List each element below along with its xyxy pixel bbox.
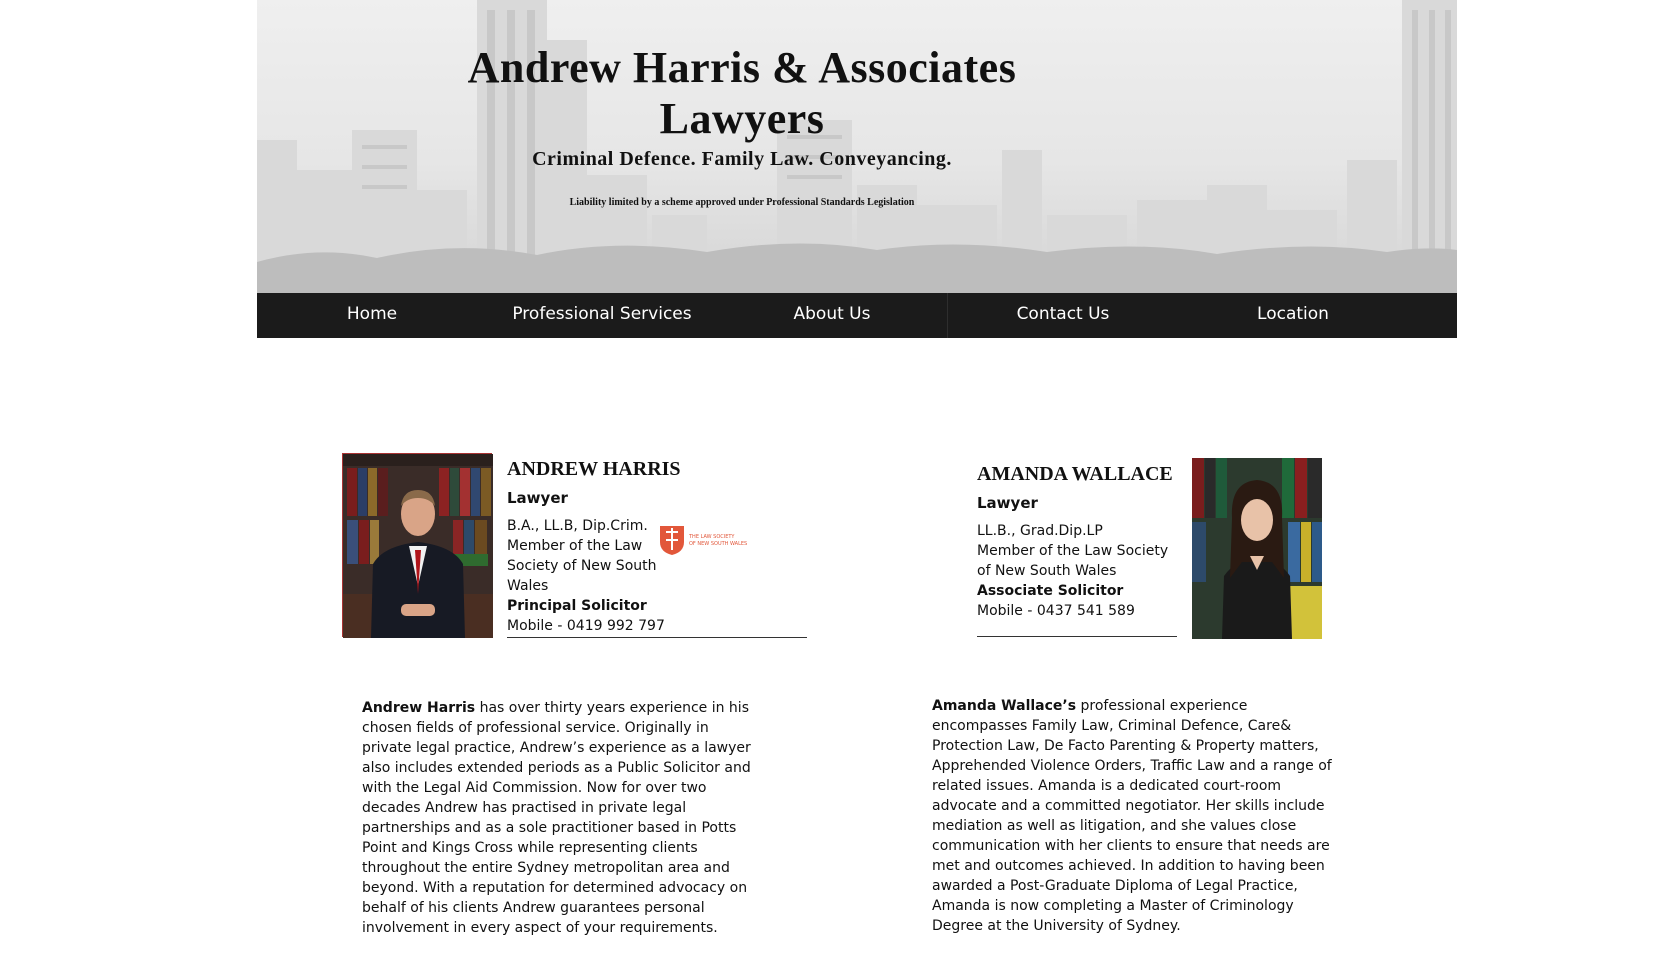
andrew-harris-photo <box>342 453 492 637</box>
andrew-harris-mobile[interactable]: Mobile - 0419 992 797 <box>507 618 665 634</box>
amanda-wallace-card <box>977 461 1177 637</box>
site-header <box>257 0 1457 293</box>
nav-home[interactable]: Home <box>346 304 398 324</box>
firm-title <box>417 42 1067 144</box>
law-society-logo-line2: OF NEW SOUTH WALES <box>689 541 748 547</box>
amanda-wallace-name: AMANDA WALLACE <box>977 463 1173 485</box>
amanda-wallace-bio-text: professional experience encompasses Family Law, Criminal Defence, Care& Protection Law, De Facto Parenting & Property matters, Apprehended Violence Orders, Traffic Law and a range of related issues. Amanda is a dedicated court-room advocate and a committed negotiator. Her skills include mediation as well as litigation, and she values close communication with her clients to ensure that needs are met and outcomes achieved. In addition to having been awarded a Post-Graduate Diploma of Legal Practice, Amanda is now completing a Master of Criminology Degree at the University of Sydney. <box>932 698 1332 934</box>
nav-contact-us[interactable]: Contact Us <box>1016 304 1110 324</box>
andrew-harris-bio <box>362 698 762 938</box>
andrew-harris-membership: Member of the Law Society of New South Wales <box>507 538 657 594</box>
amanda-wallace-bio <box>932 696 1337 936</box>
firm-tagline: Criminal Defence. Family Law. Conveyancing. <box>532 148 952 170</box>
andrew-harris-role: Lawyer <box>507 489 568 507</box>
amanda-wallace-qualifications: LL.B., Grad.Dip.LP <box>977 523 1103 539</box>
amanda-wallace-membership: Member of the Law Society of New South Wales <box>977 543 1169 579</box>
nav-location[interactable]: Location <box>1257 304 1329 324</box>
amanda-wallace-role: Lawyer <box>977 494 1038 512</box>
andrew-harris-card <box>507 456 807 638</box>
amanda-wallace-photo <box>1192 458 1322 639</box>
nav-about-us[interactable]: About Us <box>717 293 948 338</box>
nav-professional-services[interactable]: Professional Services <box>512 304 692 324</box>
amanda-wallace-mobile[interactable]: Mobile - 0437 541 589 <box>977 603 1135 619</box>
firm-title-line1: Andrew Harris & Associates <box>467 43 1017 92</box>
andrew-harris-qualifications: B.A., LL.B, Dip.Crim. <box>507 518 648 534</box>
andrew-harris-bio-text: has over thirty years experience in his chosen fields of professional service. Originally in private legal practice, Andrew’s experience as a lawyer also includes extended periods as a Public Solicitor and with the Legal Aid Commission. Now for over two decades Andrew has practised in private legal partnerships and as a sole practitioner based in Potts Point and Kings Cross while representing clients throughout the entire Sydney metropolitan area and beyond. With a reputation for determined advocacy on behalf of his clients Andrew guarantees personal involvement in every aspect of your requirements. <box>362 700 751 936</box>
amanda-wallace-position: Associate Solicitor <box>977 583 1124 599</box>
andrew-harris-name: ANDREW HARRIS <box>507 458 681 480</box>
law-society-logo <box>658 524 748 556</box>
main-nav <box>257 293 1457 338</box>
law-society-logo-line1: THE LAW SOCIETY <box>689 534 735 540</box>
andrew-harris-bio-lead: Andrew Harris <box>362 700 476 716</box>
liability-notice: Liability limited by a scheme approved under Professional Standards Legislation <box>569 197 915 208</box>
andrew-harris-position: Principal Solicitor <box>507 598 647 614</box>
amanda-wallace-bio-lead: Amanda Wallace’s <box>932 698 1077 714</box>
firm-title-line2: Lawyers <box>659 94 825 143</box>
